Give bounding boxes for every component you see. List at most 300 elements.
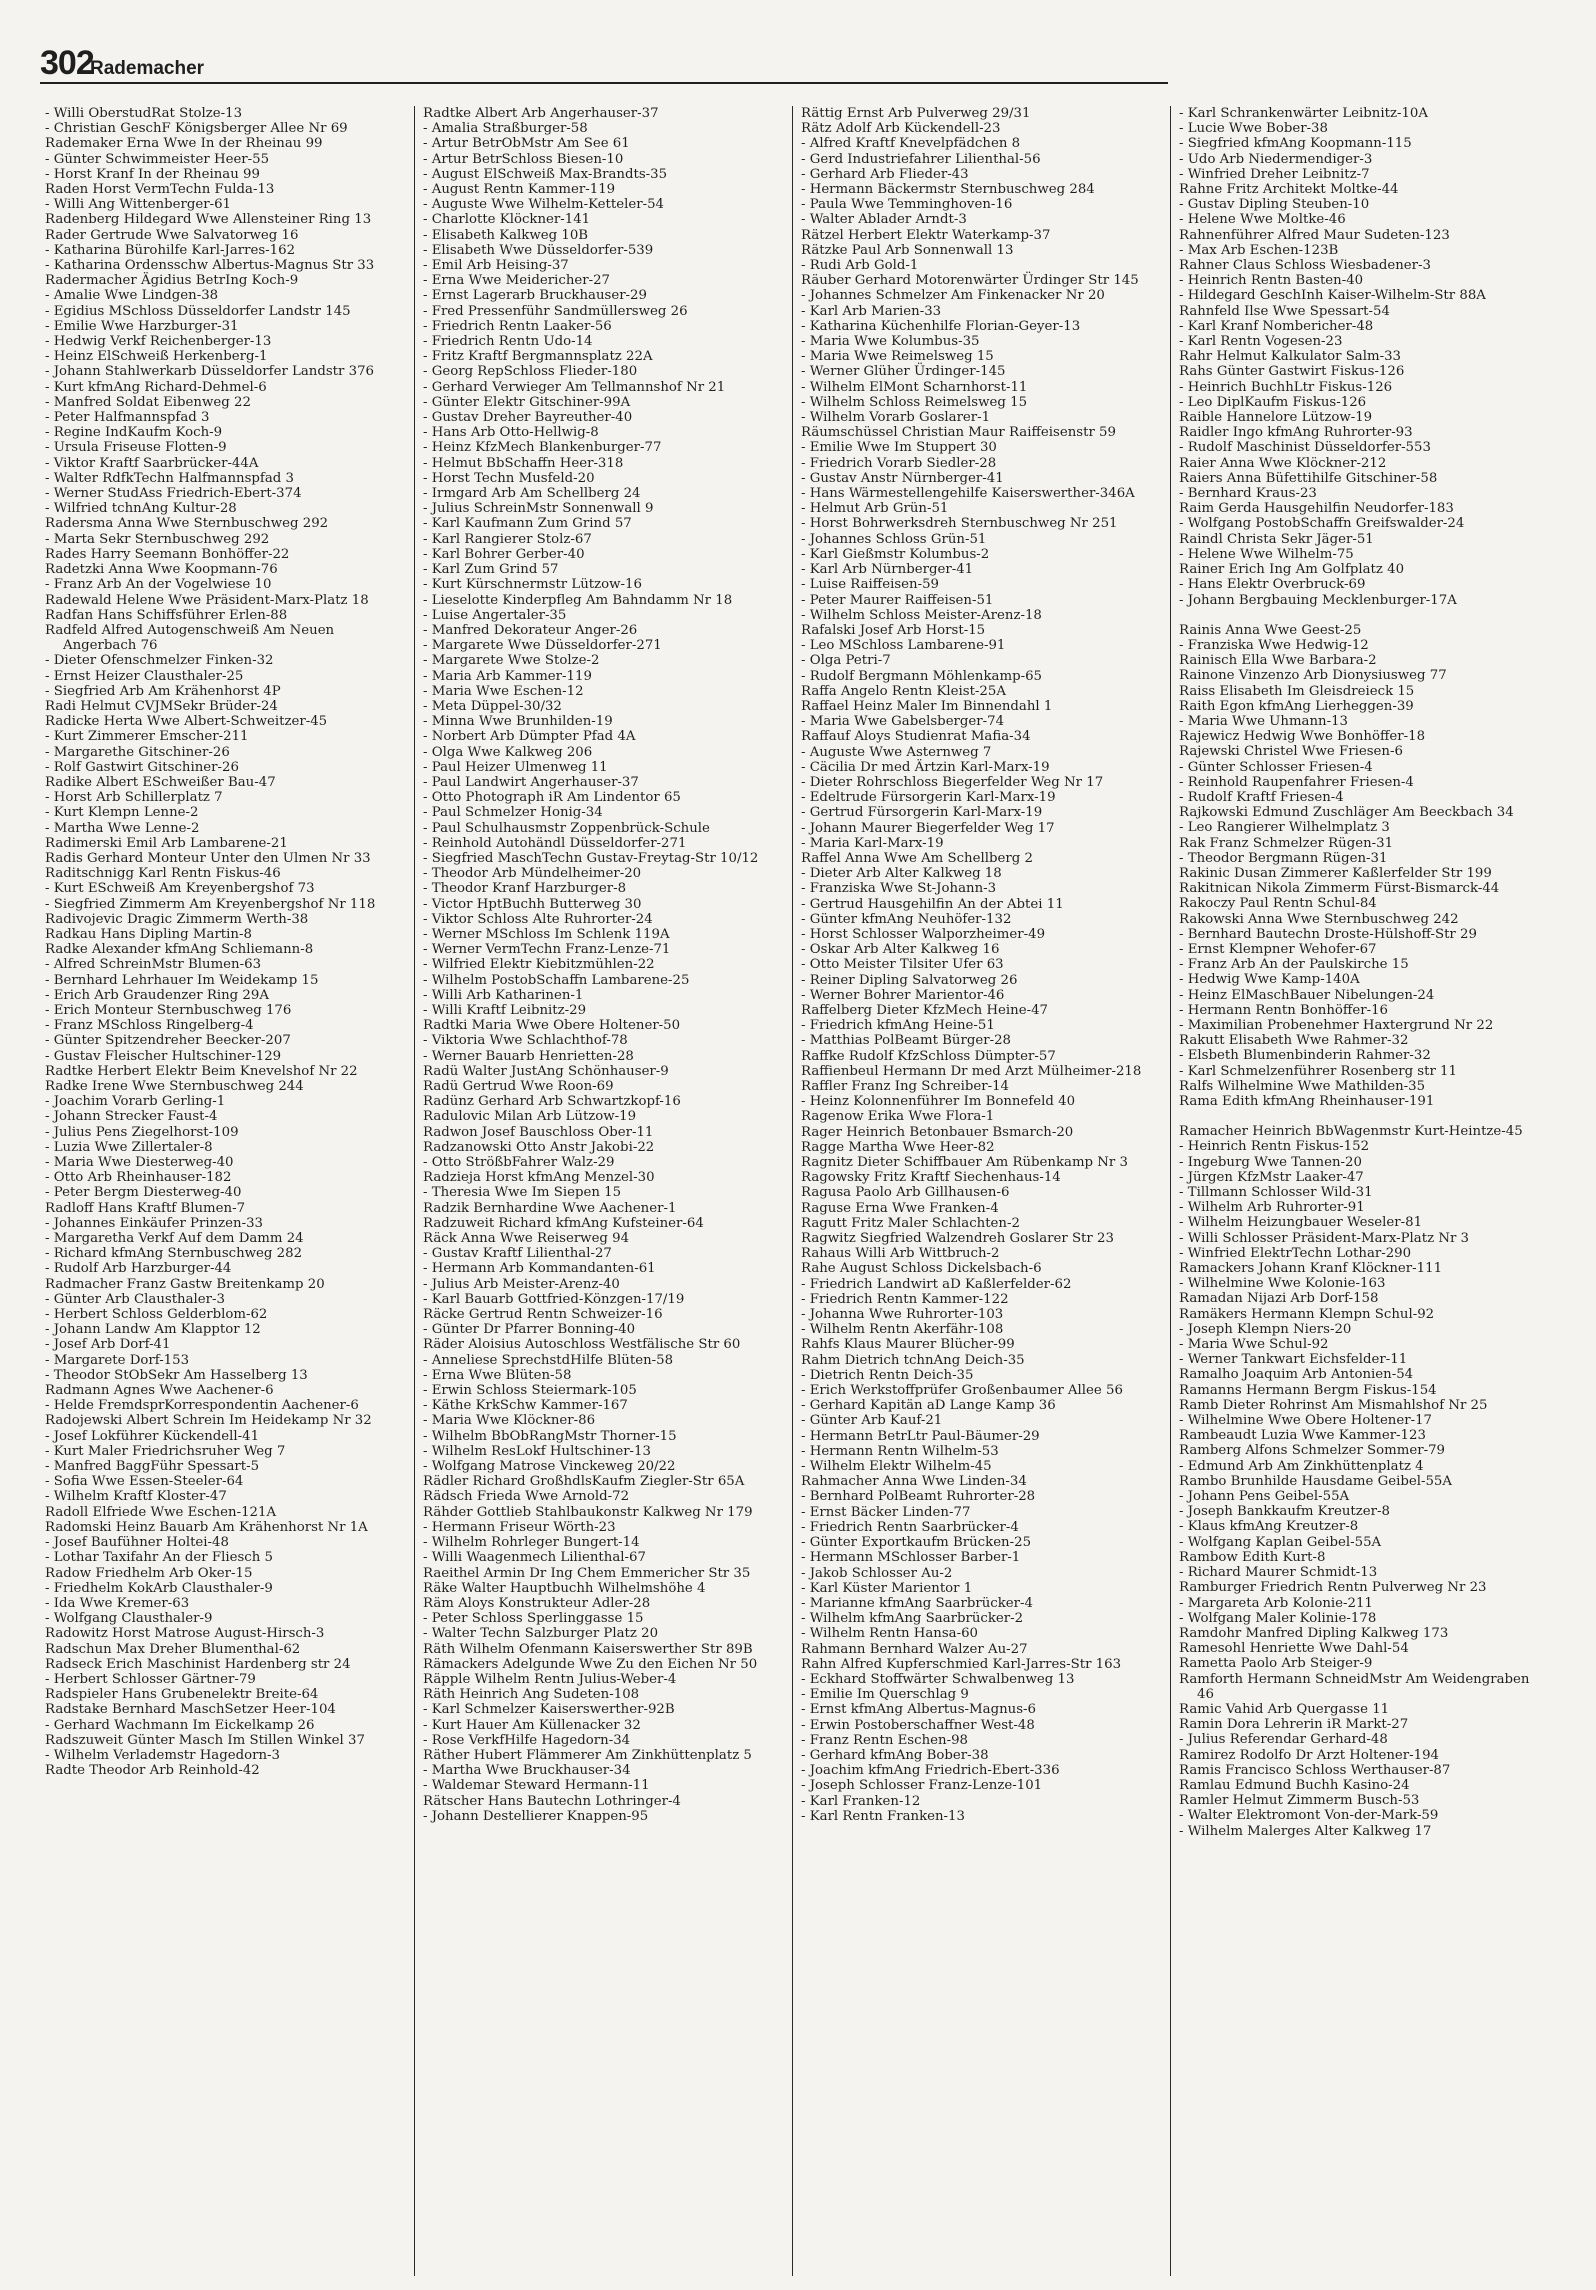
directory-entry: - Günter Dr Pfarrer Bonning-40 bbox=[423, 1322, 636, 1338]
directory-entry: - Franz Arb An der Paulskirche 15 bbox=[1179, 957, 1409, 973]
directory-entry: Ragusa Paolo Arb Gillhausen-6 bbox=[801, 1185, 1010, 1201]
directory-entry: - Wilhelm PostobSchaffn Lambarene-25 bbox=[423, 972, 690, 988]
directory-entry: Ramis Francisco Schloss Werthauser-87 bbox=[1179, 1762, 1451, 1778]
directory-entry: Raditschnigg Karl Rentn Fiskus-46 bbox=[45, 866, 281, 882]
directory-entry: Ramb Dieter Rohrinst Am Mismahlshof Nr 25 bbox=[1179, 1397, 1488, 1413]
directory-entry: - Otto Arb Rheinhauser-182 bbox=[45, 1170, 232, 1186]
directory-entry: - Kurt kfmAng Richard-Dehmel-6 bbox=[45, 379, 267, 395]
directory-entry: - Regine IndKaufm Koch-9 bbox=[45, 425, 223, 441]
directory-entry: Radseck Erich Maschinist Hardenberg str 24 bbox=[45, 1656, 351, 1672]
directory-entry: Rajewicz Hedwig Wwe Bonhöffer-18 bbox=[1179, 729, 1426, 745]
directory-entry: - Maximilian Probenehmer Haxtergrund Nr 22 bbox=[1179, 1017, 1494, 1033]
directory-entry: - Werner Bohrer Marientor-46 bbox=[801, 987, 1005, 1003]
directory-entry: Rättig Ernst Arb Pulverweg 29/31 bbox=[801, 106, 1031, 121]
directory-entry: - Heinz Kolonnenführer Im Bonnefeld 40 bbox=[801, 1094, 1076, 1110]
directory-entry: Raffke Rudolf KfzSchloss Dümpter-57 bbox=[801, 1048, 1056, 1064]
directory-entry: - Friedrich Landwirt aD Kaßlerfelder-62 bbox=[801, 1276, 1072, 1292]
directory-entry: - Anneliese SprechstdHilfe Blüten-58 bbox=[423, 1352, 674, 1368]
directory-entry: - Wilhelm Schloss Meister-Arenz-18 bbox=[801, 607, 1042, 623]
directory-entry: Ramic Vahid Arb Quergasse 11 bbox=[1179, 1701, 1390, 1717]
directory-entry: - Artur BetrObMstr Am See 61 bbox=[423, 136, 630, 152]
directory-entry: Rademaker Erna Wwe In der Rheinau 99 bbox=[45, 136, 323, 152]
directory-entry: - Herbert Schlosser Gärtner-79 bbox=[45, 1671, 256, 1687]
directory-entry: - Joseph Klempn Niers-20 bbox=[1179, 1321, 1352, 1337]
directory-entry: - Oskar Arb Alter Kalkweg 16 bbox=[801, 942, 1000, 958]
directory-entry: Radzieja Horst kfmAng Menzel-30 bbox=[423, 1170, 655, 1186]
directory-entry: - Klaus kfmAng Kreutzer-8 bbox=[1179, 1519, 1359, 1535]
directory-entry: - Horst Schlosser Walporzheimer-49 bbox=[801, 926, 1046, 942]
directory-entry: - Cäcilia Dr med Ärtzin Karl-Marx-19 bbox=[801, 759, 1050, 775]
directory-entry: - Erich Monteur Sternbuschweg 176 bbox=[45, 1002, 292, 1018]
directory-entry: - Leo DiplKaufm Fiskus-126 bbox=[1179, 394, 1367, 410]
directory-entry: - Karl Kranf Nombericher-48 bbox=[1179, 318, 1374, 334]
directory-entry: - Kurt Hauer Am Küllenacker 32 bbox=[423, 1717, 641, 1733]
directory-entry: - Karl Schmelzenführer Rosenberg str 11 bbox=[1179, 1063, 1457, 1079]
directory-entry: Radke Irene Wwe Sternbuschweg 244 bbox=[45, 1079, 304, 1094]
directory-entry: Radis Gerhard Monteur Unter den Ulmen Nr 33 bbox=[45, 850, 371, 866]
directory-entry: - Wilhelm Kraftf Kloster-47 bbox=[45, 1489, 227, 1505]
directory-entry: Rader Gertrude Wwe Salvatorweg 16 bbox=[45, 227, 299, 243]
directory-entry: Ramackers Johann Kranf Klöckner-111 bbox=[1179, 1261, 1443, 1277]
directory-entry: - Wilhelmine Wwe Kolonie-163 bbox=[1179, 1276, 1386, 1292]
directory-entry: Räumschüssel Christian Maur Raiffeisenstr 59 bbox=[801, 425, 1116, 441]
directory-entry: - Karl Kaufmann Zum Grind 57 bbox=[423, 516, 632, 532]
directory-entry: - Horst Bohrwerksdreh Sternbuschweg Nr 251 bbox=[801, 516, 1118, 532]
directory-entry: Rainone Vinzenzo Arb Dionysiusweg 77 bbox=[1179, 668, 1447, 684]
directory-entry: - Olga Petri-7 bbox=[801, 653, 891, 669]
directory-entry: - Günter Arb Clausthaler-3 bbox=[45, 1291, 225, 1307]
directory-entry: Radojewski Albert Schrein Im Heidekamp Nr 32 bbox=[45, 1413, 372, 1429]
directory-entry: Raier Anna Wwe Klöckner-212 bbox=[1179, 455, 1387, 471]
directory-entry: - Wilhelm BbObRangMstr Thorner-15 bbox=[423, 1428, 677, 1444]
directory-entry: - Helde FremdsprKorrespondentin Aachener-6 bbox=[45, 1398, 359, 1414]
directory-entry: - Hermann Rentn Bonhöffer-16 bbox=[1179, 1002, 1389, 1018]
directory-entry: - Norbert Arb Dümpter Pfad 4A bbox=[423, 729, 636, 745]
directory-entry: Raden Horst VermTechn Fulda-13 bbox=[45, 182, 275, 198]
directory-entry: Rakutt Elisabeth Wwe Rahmer-32 bbox=[1179, 1033, 1409, 1049]
directory-entry bbox=[1179, 1109, 1549, 1124]
directory-entry: Rakowski Anna Wwe Sternbuschweg 242 bbox=[1179, 911, 1459, 927]
directory-entry: - Friedrich Rentn Kammer-122 bbox=[801, 1291, 1009, 1307]
directory-entry: - Olga Wwe Kalkweg 206 bbox=[423, 744, 593, 760]
directory-entry: - Joachim kfmAng Friedrich-Ebert-336 bbox=[801, 1763, 1060, 1779]
directory-entry: - Luise Raiffeisen-59 bbox=[801, 577, 940, 593]
directory-entry: - Wilhelm Schloss Reimelsweg 15 bbox=[801, 394, 1028, 410]
directory-entry: - Matthias PolBeamt Bürger-28 bbox=[801, 1033, 1011, 1049]
directory-entry: Rahaus Willi Arb Wittbruch-2 bbox=[801, 1246, 1000, 1262]
directory-entry: - Erich Arb Graudenzer Ring 29A bbox=[45, 987, 269, 1003]
directory-entry: - Siegfried Zimmerm Am Kreyenbergshof Nr 118 bbox=[45, 896, 376, 912]
page-heading: Rademacher bbox=[90, 58, 205, 79]
directory-entry: Ramadan Nijazi Arb Dorf-158 bbox=[1179, 1291, 1379, 1307]
directory-entry: - Georg RepSchloss Flieder-180 bbox=[423, 364, 638, 380]
directory-entry: - Erwin Schloss Steiermark-105 bbox=[423, 1383, 637, 1399]
directory-entry: Rahner Claus Schloss Wiesbadener-3 bbox=[1179, 258, 1431, 274]
directory-entry: Rahm Dietrich tchnAng Deich-35 bbox=[801, 1352, 1025, 1368]
directory-entry: - Karl Bohrer Gerber-40 bbox=[423, 546, 585, 562]
directory-entry: - Günter Arb Kauf-21 bbox=[801, 1413, 943, 1429]
directory-entry: - Johannes Schloss Grün-51 bbox=[801, 531, 987, 547]
directory-entry: - Lucie Wwe Bober-38 bbox=[1179, 121, 1328, 137]
directory-entry: - Wilhelm Rentn Hansa-60 bbox=[801, 1626, 979, 1642]
directory-entry: - Viktoria Wwe Schlachthof-78 bbox=[423, 1033, 628, 1049]
directory-entry: - Friedrich Rentn Udo-14 bbox=[423, 334, 593, 350]
directory-entry: - Dieter Rohrschloss Biegerfelder Weg Nr 17 bbox=[801, 774, 1104, 790]
directory-entry: Ramburger Friedrich Rentn Pulverweg Nr 23 bbox=[1179, 1580, 1487, 1596]
directory-entry: - Willi Waagenmech Lilienthal-67 bbox=[423, 1550, 646, 1566]
directory-entry: Raffael Heinz Maler Im Binnendahl 1 bbox=[801, 698, 1053, 714]
directory-entry: Radicke Herta Wwe Albert-Schweitzer-45 bbox=[45, 714, 328, 730]
directory-entry: - Werner MSchloss Im Schlenk 119A bbox=[423, 926, 670, 942]
directory-entry: Ramanns Hermann Bergm Fiskus-154 bbox=[1179, 1382, 1437, 1398]
directory-entry: Rambeaudt Luzia Wwe Kammer-123 bbox=[1179, 1428, 1426, 1444]
directory-entry: - Maria Wwe Reimelsweg 15 bbox=[801, 349, 994, 365]
directory-entry: Radzuweit Richard kfmAng Kufsteiner-64 bbox=[423, 1215, 704, 1231]
directory-entry: Rager Heinrich Betonbauer Bsmarch-20 bbox=[801, 1124, 1074, 1140]
directory-entry: - Horst Techn Musfeld-20 bbox=[423, 470, 595, 486]
directory-entry: Ragutt Fritz Maler Schlachten-2 bbox=[801, 1215, 1020, 1231]
directory-entry: Raindl Christa Sekr Jäger-51 bbox=[1179, 531, 1374, 547]
directory-entry: - Kurt Zimmerer Emscher-211 bbox=[45, 729, 249, 745]
directory-entry: - Lothar Taxifahr An der Fliesch 5 bbox=[45, 1550, 273, 1566]
directory-entry: - Helene Wwe Wilhelm-75 bbox=[1179, 546, 1354, 562]
directory-entry: Rainis Anna Wwe Geest-25 bbox=[1179, 622, 1362, 638]
directory-entry: - Elsbeth Blumenbinderin Rahmer-32 bbox=[1179, 1048, 1431, 1064]
directory-entry: - Günter Elektr Gitschiner-99A bbox=[423, 394, 631, 410]
directory-columns bbox=[40, 106, 1560, 2276]
directory-entry: - Richard Maurer Schmidt-13 bbox=[1179, 1565, 1378, 1581]
directory-entry: - Werner Bauarb Henrietten-28 bbox=[423, 1048, 634, 1064]
directory-entry: - Peter Maurer Raiffeisen-51 bbox=[801, 592, 994, 608]
directory-entry: Rämackers Adelgunde Wwe Zu den Eichen Nr 50 bbox=[423, 1656, 758, 1672]
directory-entry: - August ElSchweiß Max-Brandts-35 bbox=[423, 166, 668, 182]
directory-entry: - Gustav Kraftf Lilienthal-27 bbox=[423, 1246, 612, 1262]
directory-entry: - Emil Arb Heising-37 bbox=[423, 258, 569, 274]
directory-entry: - Johann Strecker Faust-4 bbox=[45, 1109, 218, 1125]
directory-entry: - Werner VermTechn Franz-Lenze-71 bbox=[423, 942, 671, 958]
directory-entry: - Gerhard kfmAng Bober-38 bbox=[801, 1747, 989, 1763]
directory-entry: - Helene Wwe Moltke-46 bbox=[1179, 212, 1346, 228]
directory-entry: Rädler Richard GroßhdlsKaufm Ziegler-Str 65A bbox=[423, 1474, 745, 1490]
directory-entry: - Käthe KrkSchw Kammer-167 bbox=[423, 1398, 628, 1414]
directory-entry: - Rudolf Maschinist Düsseldorfer-553 bbox=[1179, 440, 1431, 456]
directory-entry: - Katharina Ordensschw Albertus-Magnus Str 33 bbox=[45, 258, 375, 274]
directory-entry: - Maria Arb Kammer-119 bbox=[423, 668, 592, 684]
directory-entry: - Werner Tankwart Eichsfelder-11 bbox=[1179, 1352, 1408, 1368]
directory-entry: - Bernhard PolBeamt Ruhrorter-28 bbox=[801, 1489, 1036, 1505]
directory-entry: Räck Anna Wwe Reiserweg 94 bbox=[423, 1231, 630, 1247]
directory-entry: Raidler Ingo kfmAng Ruhrorter-93 bbox=[1179, 425, 1413, 441]
directory-entry: - Johann Maurer Biegerfelder Weg 17 bbox=[801, 820, 1055, 836]
directory-entry: - Karl Arb Marien-33 bbox=[801, 303, 942, 319]
directory-entry: - Siegfried kfmAng Koopmann-115 bbox=[1179, 136, 1412, 152]
directory-entry: Raguse Erna Wwe Franken-4 bbox=[801, 1200, 999, 1216]
directory-entry: - Josef Baufühner Holtei-48 bbox=[45, 1535, 229, 1551]
directory-entry: - Amalie Wwe Lindgen-38 bbox=[45, 288, 219, 304]
directory-entry: - Gustav Dreher Bayreuther-40 bbox=[423, 410, 633, 426]
directory-entry: - Karl Schrankenwärter Leibnitz-10A bbox=[1179, 106, 1428, 121]
directory-entry: - Heinz ElMaschBauer Nibelungen-24 bbox=[1179, 987, 1435, 1003]
directory-entry: - Johann Destellierer Knappen-95 bbox=[423, 1808, 649, 1824]
directory-entry: - Josef Lokführer Kückendell-41 bbox=[45, 1428, 260, 1444]
directory-entry: - Alfred SchreinMstr Blumen-63 bbox=[45, 957, 262, 973]
directory-entry: - Rudolf Kraftf Friesen-4 bbox=[1179, 789, 1344, 805]
directory-entry: - Paul Schulhausmstr Zoppenbrück-Schule bbox=[423, 820, 710, 836]
directory-entry: Räke Walter Hauptbuchh Wilhelmshöhe 4 bbox=[423, 1580, 706, 1596]
directory-entry: - Eckhard Stoffwärter Schwalbenweg 13 bbox=[801, 1671, 1075, 1687]
directory-entry: Rak Franz Schmelzer Rügen-31 bbox=[1179, 835, 1394, 851]
directory-entry: - Bernhard Lehrhauer Im Weidekamp 15 bbox=[45, 972, 319, 988]
directory-entry: Rahs Günter Gastwirt Fiskus-126 bbox=[1179, 364, 1405, 380]
directory-entry: Radü Walter JustAng Schönhauser-9 bbox=[423, 1063, 669, 1079]
directory-entry: Radschun Max Dreher Blumenthal-62 bbox=[45, 1641, 301, 1657]
directory-entry: - Luise Angertaler-35 bbox=[423, 607, 567, 623]
directory-entry: - Paul Heizer Ulmenweg 11 bbox=[423, 759, 608, 775]
directory-entry: Raffler Franz Ing Schreiber-14 bbox=[801, 1079, 1010, 1094]
directory-entry: - Theodor StObSekr Am Hasselberg 13 bbox=[45, 1367, 308, 1383]
directory-entry: - Günter kfmAng Neuhöfer-132 bbox=[801, 911, 1012, 927]
directory-entry: - Rolf Gastwirt Gitschiner-26 bbox=[45, 759, 239, 775]
directory-entry: - Hermann MSchlosser Barber-1 bbox=[801, 1550, 1021, 1566]
directory-entry: - Willi Kraftf Leibnitz-29 bbox=[423, 1002, 587, 1018]
directory-entry: - Peter Bergm Diesterweg-40 bbox=[45, 1185, 242, 1201]
directory-entry: Ragge Martha Wwe Heer-82 bbox=[801, 1139, 995, 1155]
directory-entry: - Herbert Schloss Gelderblom-62 bbox=[45, 1307, 268, 1323]
directory-entry: - Reinhold Raupenfahrer Friesen-4 bbox=[1179, 774, 1414, 790]
directory-entry: Ramäkers Hermann Klempn Schul-92 bbox=[1179, 1306, 1435, 1322]
directory-entry: - Gertrud Hausgehilfin An der Abtei 11 bbox=[801, 896, 1064, 912]
directory-entry: Radenberg Hildegard Wwe Allensteiner Ring 13 bbox=[45, 212, 372, 228]
directory-entry: - Wolfgang Kaplan Geibel-55A bbox=[1179, 1534, 1382, 1550]
directory-entry: Rätzel Herbert Elektr Waterkamp-37 bbox=[801, 227, 1051, 243]
directory-entry: - Fritz Kraftf Bergmannsplatz 22A bbox=[423, 349, 653, 365]
directory-entry: - Tillmann Schlosser Wild-31 bbox=[1179, 1185, 1373, 1201]
directory-entry: Ramler Helmut Zimmerm Busch-53 bbox=[1179, 1793, 1420, 1809]
directory-entry: Raith Egon kfmAng Lierheggen-39 bbox=[1179, 698, 1414, 714]
directory-entry: - Dieter Ofenschmelzer Finken-32 bbox=[45, 653, 274, 669]
directory-entry: - Erwin Postoberschaffner West-48 bbox=[801, 1717, 1035, 1733]
directory-entry: - Luzia Wwe Zillertaler-8 bbox=[45, 1139, 213, 1155]
directory-entry: - Maria Wwe Diesterweg-40 bbox=[45, 1155, 234, 1171]
directory-entry: - Gerhard Kapitän aD Lange Kamp 36 bbox=[801, 1398, 1056, 1414]
directory-entry: Rätzke Paul Arb Sonnenwall 13 bbox=[801, 242, 1014, 258]
directory-entry: - Wilhelm ElMont Scharnhorst-11 bbox=[801, 379, 1028, 395]
directory-entry: - Gerhard Wachmann Im Eickelkamp 26 bbox=[45, 1717, 315, 1733]
directory-entry: - Julius SchreinMstr Sonnenwall 9 bbox=[423, 501, 654, 517]
directory-entry: Ragnitz Dieter Schiffbauer Am Rübenkamp Nr 3 bbox=[801, 1155, 1128, 1171]
directory-entry: - Artur BetrSchloss Biesen-10 bbox=[423, 151, 624, 167]
directory-entry: - Charlotte Klöckner-141 bbox=[423, 212, 591, 228]
directory-entry: - Irmgard Arb Am Schellberg 24 bbox=[423, 486, 641, 502]
directory-entry: - Kurt ESchweiß Am Kreyenbergshof 73 bbox=[45, 881, 315, 897]
directory-entry: Rahmann Bernhard Walzer Au-27 bbox=[801, 1641, 1028, 1657]
directory-entry: - Walter Ablader Arndt-3 bbox=[801, 212, 967, 228]
directory-entry: - Hans Elektr Overbruck-69 bbox=[1179, 577, 1366, 593]
directory-entry: - Auguste Wwe Asternweg 7 bbox=[801, 744, 992, 760]
directory-entry: Raffauf Aloys Studienrat Mafia-34 bbox=[801, 729, 1031, 745]
directory-entry: - Manfred Dekorateur Anger-26 bbox=[423, 622, 638, 638]
directory-entry: - Maria Wwe Gabelsberger-74 bbox=[801, 714, 1005, 730]
directory-entry: - Wilhelm Rentn Akerfähr-108 bbox=[801, 1322, 1004, 1338]
directory-entry: Radomski Heinz Bauarb Am Krähenhorst Nr 1A bbox=[45, 1519, 368, 1535]
directory-entry: Radünz Gerhard Arb Schwartzkopf-16 bbox=[423, 1094, 681, 1110]
directory-entry: - Hermann Bäckermstr Sternbuschweg 284 bbox=[801, 182, 1095, 198]
directory-entry: - Maria Wwe Eschen-12 bbox=[423, 683, 584, 699]
directory-entry: - Hermann Arb Kommandanten-61 bbox=[423, 1261, 656, 1277]
directory-entry: - Margarete Wwe Stolze-2 bbox=[423, 653, 600, 669]
directory-entry: - Karl Rangierer Stolz-67 bbox=[423, 531, 592, 547]
directory-entry: - Kurt Kürschnermstr Lützow-16 bbox=[423, 577, 642, 593]
directory-entry: - Franziska Wwe Hedwig-12 bbox=[1179, 637, 1369, 653]
directory-entry: - Lieselotte Kinderpfleg Am Bahndamm Nr 18 bbox=[423, 592, 733, 608]
directory-entry: - Viktor Kraftf Saarbrücker-44A bbox=[45, 455, 259, 471]
directory-entry: - Erna Wwe Blüten-58 bbox=[423, 1367, 572, 1383]
directory-entry: - Hildegard GeschInh Kaiser-Wilhelm-Str 88A bbox=[1179, 288, 1486, 304]
directory-column-1 bbox=[40, 106, 415, 2276]
directory-entry: - Maria Wwe Uhmann-13 bbox=[1179, 713, 1349, 729]
directory-entry: - Hedwig Wwe Kamp-140A bbox=[1179, 972, 1360, 988]
directory-entry: Rahmacher Anna Wwe Linden-34 bbox=[801, 1474, 1027, 1490]
directory-entry: - Gerhard Verwieger Am Tellmannshof Nr 21 bbox=[423, 379, 726, 395]
directory-entry: - Theodor Kranf Harzburger-8 bbox=[423, 881, 627, 897]
directory-entry: Radi Helmut CVJMSekr Brüder-24 bbox=[45, 698, 278, 714]
directory-entry: Radermacher Ägidius BetrIng Koch-9 bbox=[45, 273, 299, 289]
directory-entry: Radoll Elfriede Wwe Eschen-121A bbox=[45, 1504, 277, 1520]
directory-entry: - Kurt Maler Friedrichsruher Weg 7 bbox=[45, 1443, 286, 1459]
directory-entry: - Rudolf Arb Harzburger-44 bbox=[45, 1261, 232, 1277]
directory-entry: - Viktor Schloss Alte Ruhrorter-24 bbox=[423, 911, 653, 927]
directory-entry: Ramforth Hermann SchneidMstr Am Weidengraben 46 bbox=[1179, 1671, 1530, 1702]
directory-entry: Rainisch Ella Wwe Barbara-2 bbox=[1179, 653, 1377, 669]
directory-entry: - August Rentn Kammer-119 bbox=[423, 182, 616, 198]
directory-entry: - Julius Arb Meister-Arenz-40 bbox=[423, 1276, 620, 1292]
directory-entry: Ramesohl Henriette Wwe Dahl-54 bbox=[1179, 1641, 1409, 1657]
directory-column-4 bbox=[1174, 106, 1554, 2276]
directory-entry: - Udo Arb Niedermendiger-3 bbox=[1179, 151, 1373, 167]
directory-entry: - Walter RdfkTechn Halfmannspfad 3 bbox=[45, 470, 294, 486]
directory-entry: Rajewski Christel Wwe Friesen-6 bbox=[1179, 744, 1403, 760]
directory-entry: - Theodor Bergmann Rügen-31 bbox=[1179, 850, 1388, 866]
directory-entry: - Heinrich Rentn Fiskus-152 bbox=[1179, 1139, 1370, 1155]
directory-entry: - Karl Bauarb Gottfried-Könzgen-17/19 bbox=[423, 1291, 685, 1307]
directory-entry: - Horst Kranf In der Rheinau 99 bbox=[45, 166, 260, 182]
directory-entry: Ramirez Rodolfo Dr Arzt Holtener-194 bbox=[1179, 1747, 1440, 1763]
directory-entry: Radowitz Horst Matrose August-Hirsch-3 bbox=[45, 1626, 325, 1642]
directory-entry: - Ingeburg Wwe Tannen-20 bbox=[1179, 1154, 1362, 1170]
directory-entry: Ramin Dora Lehrerin iR Markt-27 bbox=[1179, 1717, 1409, 1733]
directory-entry: Rädsch Frieda Wwe Arnold-72 bbox=[423, 1489, 630, 1505]
directory-entry: - Leo MSchloss Lambarene-91 bbox=[801, 638, 1006, 654]
directory-entry: - Alfred Kraftf Knevelpfädchen 8 bbox=[801, 136, 1021, 152]
directory-entry: - Johanna Wwe Ruhrorter-103 bbox=[801, 1307, 1004, 1323]
directory-entry: - Manfred Soldat Eibenweg 22 bbox=[45, 394, 251, 410]
directory-entry: - Ursula Friseuse Flotten-9 bbox=[45, 440, 227, 456]
directory-entry: - Julius Pens Ziegelhorst-109 bbox=[45, 1124, 239, 1140]
directory-entry: Rahnfeld Ilse Wwe Spessart-54 bbox=[1179, 303, 1390, 319]
directory-entry: - Emilie Im Querschlag 9 bbox=[801, 1687, 969, 1703]
directory-entry: Rakoczy Paul Rentn Schul-84 bbox=[1179, 896, 1377, 912]
directory-entry: - Walter Techn Salzburger Platz 20 bbox=[423, 1626, 659, 1642]
directory-entry: - Karl Rentn Franken-13 bbox=[801, 1808, 965, 1824]
directory-entry: Räpple Wilhelm Rentn Julius-Weber-4 bbox=[423, 1671, 677, 1687]
directory-entry: Radulovic Milan Arb Lützow-19 bbox=[423, 1109, 637, 1125]
directory-entry: - Amalia Straßburger-58 bbox=[423, 121, 588, 137]
directory-entry: - Rudi Arb Gold-1 bbox=[801, 258, 919, 274]
directory-entry: Rahfs Klaus Maurer Blücher-99 bbox=[801, 1337, 1015, 1353]
directory-entry: - Maria Wwe Klöckner-86 bbox=[423, 1413, 596, 1429]
directory-entry: Rades Harry Seemann Bonhöffer-22 bbox=[45, 546, 290, 562]
directory-entry: - Theodor Arb Mündelheimer-20 bbox=[423, 866, 642, 882]
directory-entry: - Willi Schlosser Präsident-Marx-Platz Nr 3 bbox=[1179, 1230, 1469, 1246]
directory-entry: - Meta Düppel-30/32 bbox=[423, 698, 562, 714]
directory-entry: Rametta Paolo Arb Steiger-9 bbox=[1179, 1656, 1373, 1672]
directory-entry: Radkau Hans Dipling Martin-8 bbox=[45, 926, 252, 942]
directory-entry: - Egidius MSchloss Düsseldorfer Landstr 145 bbox=[45, 303, 351, 319]
directory-entry: Räther Hubert Flämmerer Am Zinkhüttenplatz 5 bbox=[423, 1747, 752, 1763]
directory-entry: Rahe August Schloss Dickelsbach-6 bbox=[801, 1261, 1042, 1277]
directory-entry: - Christian GeschF Königsberger Allee Nr 69 bbox=[45, 121, 348, 137]
directory-entry: - Franz Arb An der Vogelwiese 10 bbox=[45, 577, 272, 593]
directory-entry: - Reinhold Autohändl Düsseldorfer-271 bbox=[423, 835, 687, 851]
directory-entry: Raffel Anna Wwe Am Schellberg 2 bbox=[801, 850, 1033, 866]
directory-entry: - Gerhard Arb Flieder-43 bbox=[801, 166, 969, 182]
directory-entry: - Wilhelm kfmAng Saarbrücker-2 bbox=[801, 1611, 1024, 1627]
directory-entry: - Bernhard Bautechn Droste-Hülshoff-Str 29 bbox=[1179, 926, 1477, 942]
directory-entry: Radke Alexander kfmAng Schliemann-8 bbox=[45, 942, 314, 958]
directory-entry: Radtki Maria Wwe Obere Holtener-50 bbox=[423, 1018, 681, 1034]
directory-entry: Ragowsky Fritz Kraftf Siechenhaus-14 bbox=[801, 1170, 1061, 1186]
directory-entry: Radloff Hans Kraftf Blumen-7 bbox=[45, 1200, 246, 1216]
directory-entry: Radtke Herbert Elektr Beim Knevelshof Nr 22 bbox=[45, 1063, 358, 1079]
directory-entry: - Hedwig Verkf Reichenberger-13 bbox=[45, 334, 272, 350]
directory-entry: - Günter Exportkaufm Brücken-25 bbox=[801, 1535, 1032, 1551]
directory-entry: Ramberg Alfons Schmelzer Sommer-79 bbox=[1179, 1443, 1446, 1459]
directory-entry: Radivojevic Dragic Zimmerm Werth-38 bbox=[45, 911, 309, 927]
directory-entry: - Wilfried tchnAng Kultur-28 bbox=[45, 501, 237, 517]
directory-entry: - Ernst Lagerarb Bruckhauser-29 bbox=[423, 288, 647, 304]
directory-entry: - Heinz KfzMech Blankenburger-77 bbox=[423, 440, 662, 456]
directory-entry: Raffelberg Dieter KfzMech Heine-47 bbox=[801, 1002, 1049, 1018]
directory-entry: - Josef Arb Dorf-41 bbox=[45, 1337, 171, 1353]
directory-entry: Raffienbeul Hermann Dr med Arzt Mülheimer-218 bbox=[801, 1063, 1142, 1079]
directory-entry: - Franz Rentn Eschen-98 bbox=[801, 1732, 968, 1748]
directory-entry: Radmann Agnes Wwe Aachener-6 bbox=[45, 1383, 274, 1399]
directory-entry: - Gustav Anstr Nürnberger-41 bbox=[801, 470, 1004, 486]
directory-entry: Ramlau Edmund Buchh Kasino-24 bbox=[1179, 1777, 1410, 1793]
directory-entry: - Friedhelm KokArb Clausthaler-9 bbox=[45, 1580, 273, 1596]
directory-entry: - Günter Schwimmeister Heer-55 bbox=[45, 151, 270, 167]
directory-entry: - Wolfgang PostobSchaffn Greifswalder-24 bbox=[1179, 516, 1465, 532]
directory-entry: - Ernst Klempner Wehofer-67 bbox=[1179, 941, 1377, 957]
directory-entry: - Katharina Bürohilfe Karl-Jarres-162 bbox=[45, 242, 296, 258]
directory-entry: - Paul Landwirt Angerhauser-37 bbox=[423, 774, 639, 790]
directory-entry: - Paula Wwe Temminghoven-16 bbox=[801, 197, 1013, 213]
directory-entry: - Wilhelmine Wwe Obere Holtener-17 bbox=[1179, 1413, 1433, 1429]
directory-entry: Raeithel Armin Dr Ing Chem Emmericher Str 35 bbox=[423, 1565, 751, 1581]
directory-entry: Radzik Bernhardine Wwe Aachener-1 bbox=[423, 1200, 677, 1216]
directory-entry: Radike Albert ESchweißer Bau-47 bbox=[45, 774, 276, 790]
directory-entry: - Fred Pressenführ Sandmüllersweg 26 bbox=[423, 303, 688, 319]
directory-entry: - Friedrich Rentn Laaker-56 bbox=[423, 318, 612, 334]
directory-entry: - Karl Arb Nürnberger-41 bbox=[801, 562, 974, 578]
directory-column-2 bbox=[418, 106, 793, 2276]
directory-entry: - Dieter Arb Alter Kalkweg 18 bbox=[801, 866, 1002, 882]
directory-entry: - Franz MSchloss Ringelberg-4 bbox=[45, 1018, 254, 1034]
directory-entry: - Friedrich Rentn Saarbrücker-4 bbox=[801, 1519, 1019, 1535]
directory-entry: - Walter Elektromont Von-der-Mark-59 bbox=[1179, 1808, 1439, 1824]
directory-entry: - Julius Referendar Gerhard-48 bbox=[1179, 1732, 1388, 1748]
directory-entry: Rafalski Josef Arb Horst-15 bbox=[801, 622, 986, 638]
